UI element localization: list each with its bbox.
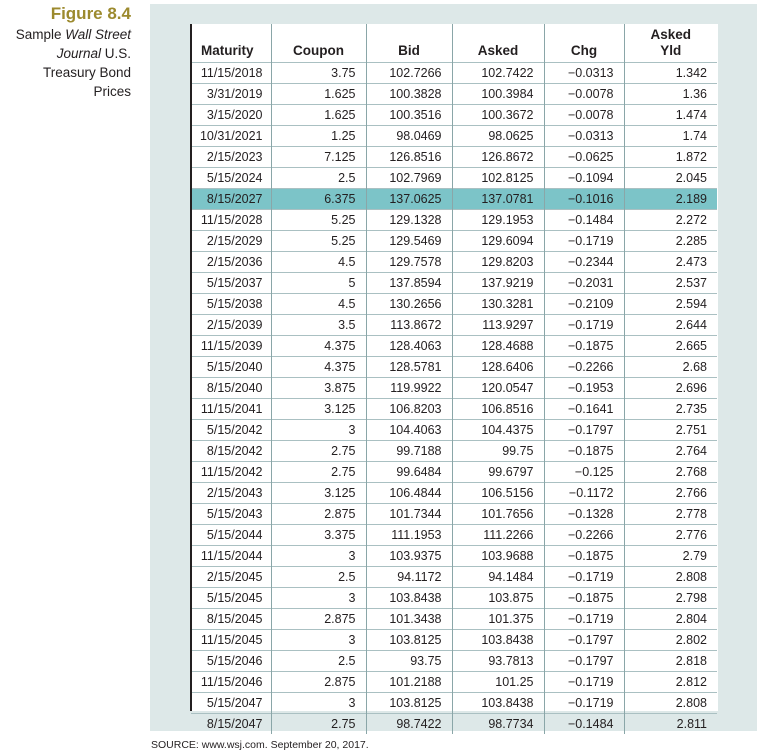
asked-yld-cell: 2.751 <box>624 419 717 440</box>
asked-yld-cell: 2.473 <box>624 251 717 272</box>
asked-cell: 129.1953 <box>452 209 544 230</box>
asked-yld-cell: 2.778 <box>624 503 717 524</box>
asked-cell: 103.8438 <box>452 692 544 713</box>
asked-yld-cell: 2.812 <box>624 671 717 692</box>
chg-cell: −0.2109 <box>544 293 624 314</box>
chg-cell: −0.1719 <box>544 566 624 587</box>
maturity-cell: 2/15/2029 <box>191 230 271 251</box>
table-row <box>191 440 717 461</box>
coupon-cell: 3.75 <box>271 62 366 83</box>
coupon-cell: 3 <box>271 545 366 566</box>
coupon-cell: 4.5 <box>271 251 366 272</box>
maturity-cell: 11/15/2044 <box>191 545 271 566</box>
table-row-highlighted <box>191 188 717 209</box>
table-row <box>191 545 717 566</box>
coupon-cell: 2.875 <box>271 503 366 524</box>
asked-yld-cell: 2.79 <box>624 545 717 566</box>
coupon-cell: 3 <box>271 587 366 608</box>
asked-yld-cell: 2.189 <box>624 188 717 209</box>
maturity-cell: 11/15/2041 <box>191 398 271 419</box>
chg-cell: −0.1719 <box>544 671 624 692</box>
coupon-cell: 1.625 <box>271 104 366 125</box>
coupon-cell: 1.25 <box>271 125 366 146</box>
asked-yld-cell: 2.68 <box>624 356 717 377</box>
table-row <box>191 251 717 272</box>
chg-cell: −0.1875 <box>544 335 624 356</box>
maturity-cell: 11/15/2028 <box>191 209 271 230</box>
bid-cell: 103.9375 <box>366 545 452 566</box>
chg-cell: −0.1719 <box>544 230 624 251</box>
table-row <box>191 125 717 146</box>
asked-yld-cell: 1.474 <box>624 104 717 125</box>
bid-cell: 137.8594 <box>366 272 452 293</box>
bid-cell: 93.75 <box>366 650 452 671</box>
chg-cell: −0.2266 <box>544 524 624 545</box>
bid-cell: 100.3516 <box>366 104 452 125</box>
coupon-cell: 5.25 <box>271 209 366 230</box>
maturity-cell: 5/15/2044 <box>191 524 271 545</box>
maturity-cell: 5/15/2040 <box>191 356 271 377</box>
maturity-cell: 8/15/2027 <box>191 188 271 209</box>
coupon-cell: 3.875 <box>271 377 366 398</box>
table-row <box>191 62 717 83</box>
asked-cell: 137.9219 <box>452 272 544 293</box>
table-row <box>191 482 717 503</box>
chg-cell: −0.1641 <box>544 398 624 419</box>
maturity-cell: 5/15/2024 <box>191 167 271 188</box>
maturity-cell: 8/15/2040 <box>191 377 271 398</box>
asked-yld-cell: 2.272 <box>624 209 717 230</box>
coupon-cell: 3 <box>271 692 366 713</box>
coupon-cell: 2.75 <box>271 440 366 461</box>
coupon-cell: 7.125 <box>271 146 366 167</box>
table-row <box>191 272 717 293</box>
maturity-cell: 11/15/2046 <box>191 671 271 692</box>
coupon-cell: 3.125 <box>271 398 366 419</box>
header-maturity: Maturity <box>191 24 271 62</box>
maturity-cell: 11/15/2042 <box>191 461 271 482</box>
coupon-cell: 5 <box>271 272 366 293</box>
bid-cell: 126.8516 <box>366 146 452 167</box>
asked-yld-cell: 1.342 <box>624 62 717 83</box>
coupon-cell: 6.375 <box>271 188 366 209</box>
asked-cell: 99.6797 <box>452 461 544 482</box>
asked-cell: 129.6094 <box>452 230 544 251</box>
bid-cell: 102.7266 <box>366 62 452 83</box>
maturity-cell: 3/15/2020 <box>191 104 271 125</box>
table-row <box>191 608 717 629</box>
coupon-cell: 2.75 <box>271 713 366 734</box>
header-asked-yld: Asked Yld <box>650 26 692 58</box>
table-left-rule <box>190 24 192 711</box>
figure-desc-line-4: Prices <box>93 84 131 99</box>
asked-cell: 103.8438 <box>452 629 544 650</box>
maturity-cell: 10/31/2021 <box>191 125 271 146</box>
asked-cell: 111.2266 <box>452 524 544 545</box>
bid-cell: 129.1328 <box>366 209 452 230</box>
chg-cell: −0.1172 <box>544 482 624 503</box>
table-row <box>191 461 717 482</box>
asked-cell: 100.3984 <box>452 83 544 104</box>
chg-cell: −0.1016 <box>544 188 624 209</box>
asked-cell: 101.7656 <box>452 503 544 524</box>
maturity-cell: 3/31/2019 <box>191 83 271 104</box>
asked-cell: 129.8203 <box>452 251 544 272</box>
chg-cell: −0.1797 <box>544 629 624 650</box>
chg-cell: −0.1719 <box>544 608 624 629</box>
chg-cell: −0.2344 <box>544 251 624 272</box>
table-row <box>191 587 717 608</box>
chg-cell: −0.2266 <box>544 356 624 377</box>
asked-cell: 130.3281 <box>452 293 544 314</box>
bid-cell: 130.2656 <box>366 293 452 314</box>
maturity-cell: 5/15/2042 <box>191 419 271 440</box>
asked-cell: 99.75 <box>452 440 544 461</box>
table-row <box>191 524 717 545</box>
bid-cell: 101.2188 <box>366 671 452 692</box>
asked-yld-cell: 1.36 <box>624 83 717 104</box>
asked-yld-cell: 2.764 <box>624 440 717 461</box>
bid-cell: 106.8203 <box>366 398 452 419</box>
asked-cell: 137.0781 <box>452 188 544 209</box>
table-row <box>191 335 717 356</box>
figure-desc-post: U.S. <box>100 46 131 61</box>
asked-cell: 102.7422 <box>452 62 544 83</box>
asked-yld-cell: 2.696 <box>624 377 717 398</box>
asked-yld-cell: 1.74 <box>624 125 717 146</box>
header-coupon: Coupon <box>271 24 366 62</box>
asked-cell: 102.8125 <box>452 167 544 188</box>
asked-cell: 106.8516 <box>452 398 544 419</box>
chg-cell: −0.1484 <box>544 713 624 734</box>
chg-cell: −0.125 <box>544 461 624 482</box>
table-row <box>191 167 717 188</box>
asked-yld-cell: 2.776 <box>624 524 717 545</box>
coupon-cell: 5.25 <box>271 230 366 251</box>
bid-cell: 103.8438 <box>366 587 452 608</box>
table-row <box>191 146 717 167</box>
asked-cell: 113.9297 <box>452 314 544 335</box>
table-row <box>191 503 717 524</box>
asked-yld-cell: 2.808 <box>624 566 717 587</box>
header-bid: Bid <box>366 24 452 62</box>
table-row <box>191 356 717 377</box>
bid-cell: 128.4063 <box>366 335 452 356</box>
asked-yld-cell: 2.644 <box>624 314 717 335</box>
bid-cell: 113.8672 <box>366 314 452 335</box>
coupon-cell: 2.5 <box>271 650 366 671</box>
bid-cell: 129.5469 <box>366 230 452 251</box>
maturity-cell: 2/15/2023 <box>191 146 271 167</box>
table-row <box>191 377 717 398</box>
figure-desc-pre: Sample <box>15 27 66 42</box>
asked-yld-cell: 2.537 <box>624 272 717 293</box>
asked-yld-cell: 2.798 <box>624 587 717 608</box>
asked-yld-cell: 2.808 <box>624 692 717 713</box>
asked-cell: 100.3672 <box>452 104 544 125</box>
asked-cell: 93.7813 <box>452 650 544 671</box>
coupon-cell: 2.75 <box>271 461 366 482</box>
asked-yld-cell: 1.872 <box>624 146 717 167</box>
chg-cell: −0.1797 <box>544 650 624 671</box>
figure-desc-italic-2: Journal <box>56 46 101 61</box>
bid-cell: 98.7422 <box>366 713 452 734</box>
maturity-cell: 11/15/2039 <box>191 335 271 356</box>
header-asked: Asked <box>452 24 544 62</box>
bid-cell: 111.1953 <box>366 524 452 545</box>
chg-cell: −0.0078 <box>544 104 624 125</box>
table-row <box>191 566 717 587</box>
coupon-cell: 3 <box>271 629 366 650</box>
chg-cell: −0.1484 <box>544 209 624 230</box>
bid-cell: 94.1172 <box>366 566 452 587</box>
header-chg: Chg <box>544 24 624 62</box>
bid-cell: 102.7969 <box>366 167 452 188</box>
figure-desc-italic-1: Wall Street <box>65 27 131 42</box>
figure-description <box>0 25 131 101</box>
asked-cell: 101.25 <box>452 671 544 692</box>
maturity-cell: 5/15/2045 <box>191 587 271 608</box>
table-row <box>191 209 717 230</box>
table-row <box>191 419 717 440</box>
bid-cell: 106.4844 <box>366 482 452 503</box>
bid-cell: 129.7578 <box>366 251 452 272</box>
table-row <box>191 83 717 104</box>
table-body <box>191 62 717 734</box>
table-row <box>191 293 717 314</box>
asked-cell: 103.9688 <box>452 545 544 566</box>
chg-cell: −0.2031 <box>544 272 624 293</box>
coupon-cell: 2.875 <box>271 608 366 629</box>
asked-yld-cell: 2.594 <box>624 293 717 314</box>
coupon-cell: 2.5 <box>271 167 366 188</box>
bid-cell: 128.5781 <box>366 356 452 377</box>
maturity-cell: 5/15/2046 <box>191 650 271 671</box>
bid-cell: 100.3828 <box>366 83 452 104</box>
maturity-cell: 2/15/2043 <box>191 482 271 503</box>
bid-cell: 98.0469 <box>366 125 452 146</box>
asked-cell: 94.1484 <box>452 566 544 587</box>
maturity-cell: 11/15/2018 <box>191 62 271 83</box>
table-row <box>191 671 717 692</box>
asked-yld-cell: 2.802 <box>624 629 717 650</box>
table-row <box>191 398 717 419</box>
asked-yld-cell: 2.285 <box>624 230 717 251</box>
bond-price-table <box>191 24 717 734</box>
table-row <box>191 314 717 335</box>
chg-cell: −0.1875 <box>544 545 624 566</box>
coupon-cell: 2.5 <box>271 566 366 587</box>
figure-label: Figure 8.4 <box>50 4 131 23</box>
chg-cell: −0.1719 <box>544 314 624 335</box>
coupon-cell: 3.125 <box>271 482 366 503</box>
table-row <box>191 650 717 671</box>
maturity-cell: 11/15/2045 <box>191 629 271 650</box>
maturity-cell: 2/15/2036 <box>191 251 271 272</box>
coupon-cell: 4.375 <box>271 335 366 356</box>
asked-cell: 103.875 <box>452 587 544 608</box>
bid-cell: 99.7188 <box>366 440 452 461</box>
maturity-cell: 8/15/2045 <box>191 608 271 629</box>
coupon-cell: 1.625 <box>271 83 366 104</box>
asked-yld-cell: 2.811 <box>624 713 717 734</box>
asked-yld-cell: 2.735 <box>624 398 717 419</box>
maturity-cell: 5/15/2043 <box>191 503 271 524</box>
bid-cell: 137.0625 <box>366 188 452 209</box>
chg-cell: −0.1719 <box>544 692 624 713</box>
table-row <box>191 230 717 251</box>
chg-cell: −0.0625 <box>544 146 624 167</box>
bid-cell: 104.4063 <box>366 419 452 440</box>
figure-caption <box>0 4 131 101</box>
coupon-cell: 3.375 <box>271 524 366 545</box>
asked-yld-cell: 2.804 <box>624 608 717 629</box>
asked-cell: 120.0547 <box>452 377 544 398</box>
asked-cell: 98.0625 <box>452 125 544 146</box>
asked-yld-cell: 2.768 <box>624 461 717 482</box>
asked-yld-cell: 2.766 <box>624 482 717 503</box>
chg-cell: −0.1953 <box>544 377 624 398</box>
coupon-cell: 4.5 <box>271 293 366 314</box>
maturity-cell: 5/15/2038 <box>191 293 271 314</box>
chg-cell: −0.1328 <box>544 503 624 524</box>
coupon-cell: 2.875 <box>271 671 366 692</box>
maturity-cell: 8/15/2042 <box>191 440 271 461</box>
chg-cell: −0.1875 <box>544 440 624 461</box>
asked-yld-cell: 2.665 <box>624 335 717 356</box>
asked-cell: 128.6406 <box>452 356 544 377</box>
maturity-cell: 2/15/2039 <box>191 314 271 335</box>
bid-cell: 119.9922 <box>366 377 452 398</box>
bid-cell: 99.6484 <box>366 461 452 482</box>
table-header-row <box>191 24 717 62</box>
chg-cell: −0.1797 <box>544 419 624 440</box>
maturity-cell: 2/15/2045 <box>191 566 271 587</box>
asked-cell: 106.5156 <box>452 482 544 503</box>
maturity-cell: 5/15/2047 <box>191 692 271 713</box>
table-row <box>191 713 717 734</box>
asked-cell: 98.7734 <box>452 713 544 734</box>
bid-cell: 101.3438 <box>366 608 452 629</box>
chg-cell: −0.0313 <box>544 62 624 83</box>
asked-cell: 128.4688 <box>452 335 544 356</box>
asked-yld-cell: 2.045 <box>624 167 717 188</box>
maturity-cell: 8/15/2047 <box>191 713 271 734</box>
table-row <box>191 692 717 713</box>
chg-cell: −0.0078 <box>544 83 624 104</box>
bid-cell: 103.8125 <box>366 692 452 713</box>
asked-cell: 104.4375 <box>452 419 544 440</box>
asked-yld-cell: 2.818 <box>624 650 717 671</box>
maturity-cell: 5/15/2037 <box>191 272 271 293</box>
bid-cell: 101.7344 <box>366 503 452 524</box>
source-note: SOURCE: www.wsj.com. September 20, 2017. <box>151 739 369 751</box>
chg-cell: −0.0313 <box>544 125 624 146</box>
bid-cell: 103.8125 <box>366 629 452 650</box>
asked-cell: 126.8672 <box>452 146 544 167</box>
chg-cell: −0.1094 <box>544 167 624 188</box>
coupon-cell: 3.5 <box>271 314 366 335</box>
coupon-cell: 4.375 <box>271 356 366 377</box>
coupon-cell: 3 <box>271 419 366 440</box>
table-row <box>191 104 717 125</box>
asked-cell: 101.375 <box>452 608 544 629</box>
table-row <box>191 629 717 650</box>
figure-desc-line-3: Treasury Bond <box>42 65 131 80</box>
chg-cell: −0.1875 <box>544 587 624 608</box>
